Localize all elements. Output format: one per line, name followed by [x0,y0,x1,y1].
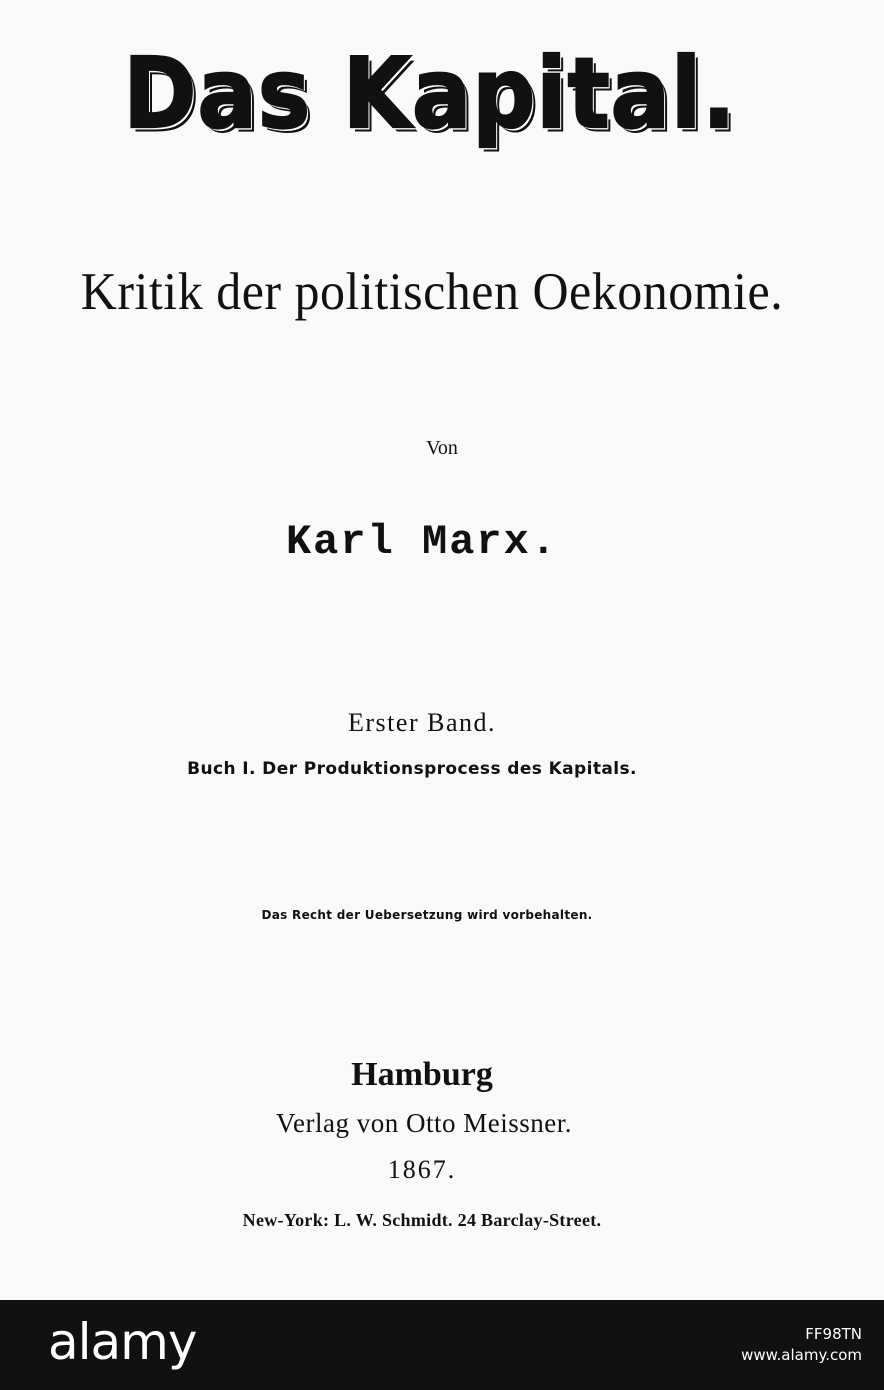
site-url: www.alamy.com [741,1346,862,1364]
author-preposition: Von [426,437,458,459]
stock-id: FF98TN [805,1325,862,1343]
main-title: Das Kapital. [123,36,737,151]
volume-label: Erster Band. [348,708,496,737]
publisher: Verlag von Otto Meissner. [276,1108,572,1138]
publication-city: Hamburg [351,1056,493,1093]
watermark-footer [0,1300,884,1390]
footer-info [741,1324,862,1366]
book-label: Buch I. Der Produktionsprocess des Kapitals. [187,759,637,779]
subtitle: Kritik der politischen Oekonomie. [80,261,784,321]
rights-notice: Das Recht der Uebersetzung wird vorbehalten. [261,908,593,922]
author-name: Karl Marx. [285,518,559,566]
alamy-logo: alamy [48,1313,197,1371]
distributor-line: New-York: L. W. Schmidt. 24 Barclay-Street. [242,1210,602,1230]
publication-year: 1867. [387,1155,457,1184]
